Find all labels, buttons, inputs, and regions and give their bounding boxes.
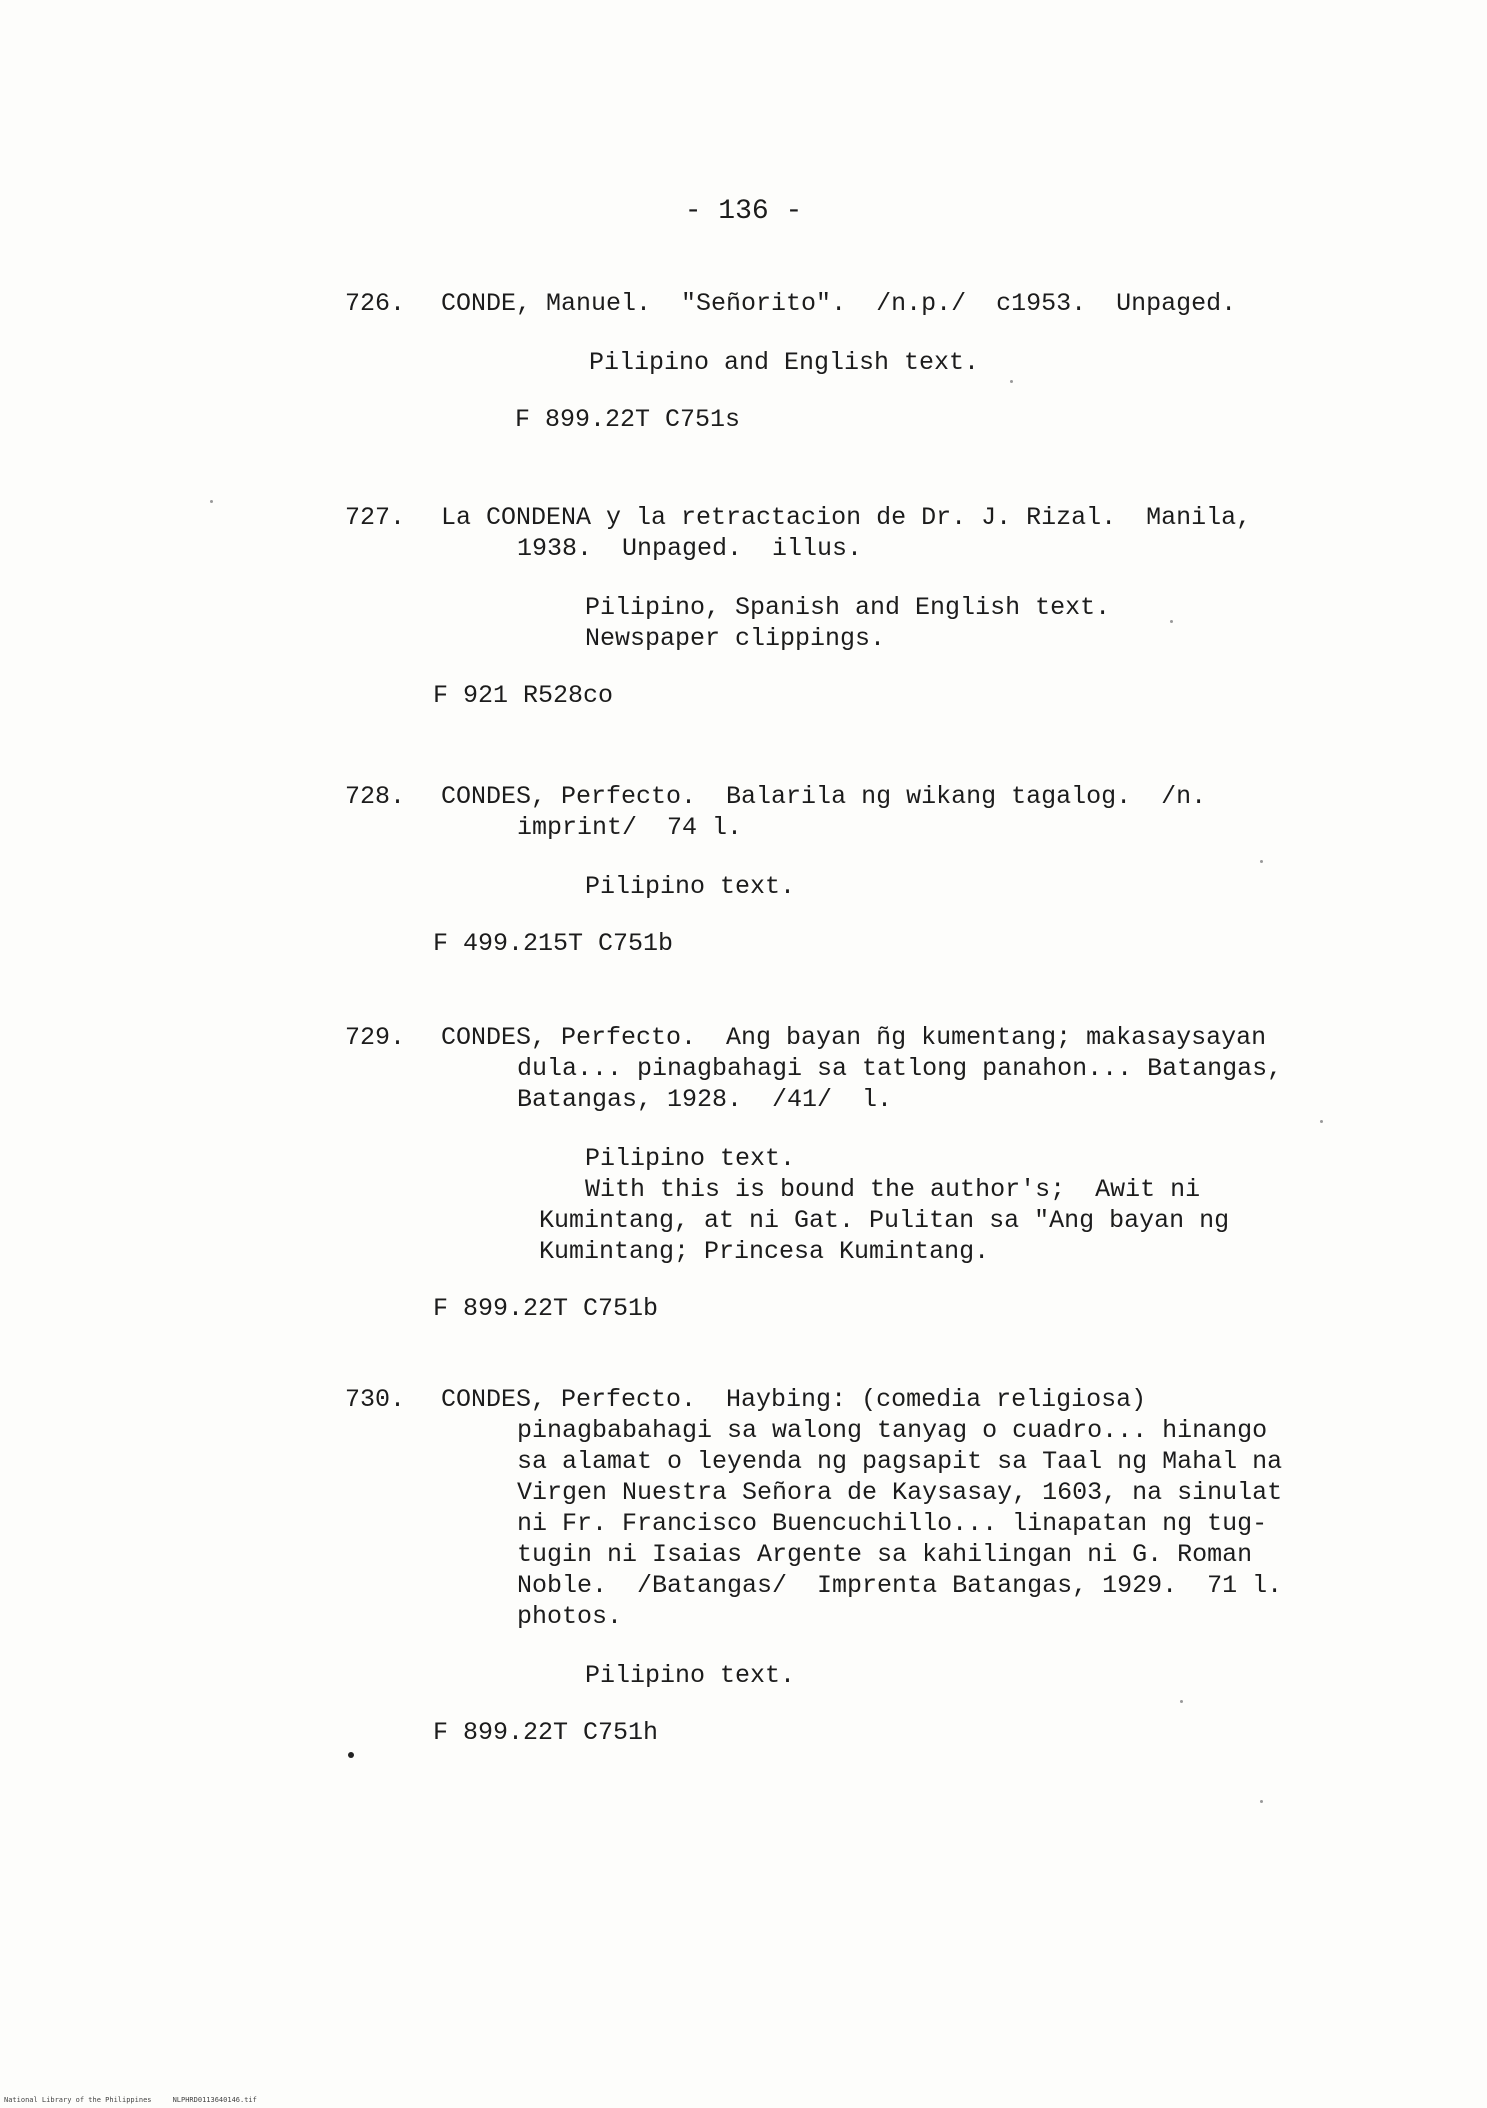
entry-line: ni Fr. Francisco Buencuchillo... linapatan ng tug-	[517, 1509, 1268, 1538]
entry-line: Batangas, 1928. /41/ l.	[517, 1085, 893, 1114]
bibliographic-entry-728	[345, 781, 1295, 959]
bibliographic-entry-730	[345, 1384, 1295, 1748]
entry-notes	[589, 347, 1295, 378]
page-number: - 136 -	[684, 196, 803, 227]
entry-line: imprint/ 74 l.	[517, 813, 743, 842]
scan-speck	[210, 500, 213, 503]
entry-line: Virgen Nuestra Señora de Kaysasay, 1603, na sinulat	[517, 1478, 1283, 1507]
entry-line: 1938. Unpaged. illus.	[517, 534, 863, 563]
entry-notes	[585, 592, 1295, 654]
note-line: Kumintang; Princesa Kumintang.	[539, 1237, 990, 1266]
entry-line: tugin ni Isaias Argente sa kahilingan ni G. Roman	[517, 1540, 1253, 1569]
entry-line: CONDES, Perfecto. Ang bayan ñg kumentang; makasaysayan	[441, 1023, 1267, 1052]
note-line: Pilipino text.	[585, 1144, 796, 1173]
entry-body	[441, 781, 1295, 843]
scan-speck	[348, 1752, 354, 1758]
scan-footer: National Library of the Philippines NLPHRD0113640146.tif	[4, 2096, 257, 2104]
entry-notes	[585, 1660, 1295, 1691]
entry-body	[441, 288, 1295, 319]
entry-line: Noble. /Batangas/ Imprenta Batangas, 1929. 71 l.	[517, 1571, 1283, 1600]
scan-speck	[1010, 380, 1013, 383]
scan-speck	[1180, 1700, 1183, 1703]
entry-body	[441, 502, 1295, 564]
entry-notes	[539, 1143, 1295, 1267]
scan-speck	[1320, 1120, 1323, 1123]
note-line: With this is bound the author's; Awit ni	[585, 1175, 1201, 1204]
entry-number: 730.	[345, 1385, 406, 1414]
entry-number: 729.	[345, 1023, 406, 1052]
scan-speck	[1170, 620, 1173, 623]
entry-number: 727.	[345, 503, 406, 532]
bibliographic-entry-729	[345, 1022, 1295, 1324]
note-line: Pilipino text.	[585, 872, 796, 901]
call-number: F 899.22T C751s	[515, 405, 741, 434]
entry-line: photos.	[517, 1602, 623, 1631]
entry-line: CONDE, Manuel. "Señorito". /n.p./ c1953. Unpaged.	[441, 289, 1237, 318]
call-number: F 899.22T C751h	[433, 1718, 659, 1747]
entry-number: 726.	[345, 289, 406, 318]
entry-line: CONDES, Perfecto. Balarila ng wikang tagalog. /n.	[441, 782, 1207, 811]
entry-line: La CONDENA y la retractacion de Dr. J. Rizal. Manila,	[441, 503, 1252, 532]
note-line: Pilipino text.	[585, 1661, 796, 1690]
scan-speck	[1260, 860, 1263, 863]
note-line: Kumintang, at ni Gat. Pulitan sa "Ang bayan ng	[539, 1206, 1230, 1235]
entry-line: dula... pinagbahagi sa tatlong panahon... Batangas,	[517, 1054, 1283, 1083]
call-number: F 499.215T C751b	[433, 929, 674, 958]
entry-line: sa alamat o leyenda ng pagsapit sa Taal ng Mahal na	[517, 1447, 1283, 1476]
entry-number: 728.	[345, 782, 406, 811]
note-line: Newspaper clippings.	[585, 624, 886, 653]
entry-body	[441, 1022, 1295, 1115]
entry-line: pinagbabahagi sa walong tanyag o cuadro... hinango	[517, 1416, 1268, 1445]
entry-notes	[585, 871, 1295, 902]
entry-body	[441, 1384, 1295, 1632]
note-line: Pilipino and English text.	[589, 348, 980, 377]
call-number: F 921 R528co	[433, 681, 614, 710]
scan-speck	[1260, 1800, 1263, 1803]
bibliographic-entry-727	[345, 502, 1295, 711]
note-line: Pilipino, Spanish and English text.	[585, 593, 1111, 622]
call-number: F 899.22T C751b	[433, 1294, 659, 1323]
entry-line: CONDES, Perfecto. Haybing: (comedia religiosa)	[441, 1385, 1147, 1414]
bibliographic-entry-726	[345, 288, 1295, 435]
